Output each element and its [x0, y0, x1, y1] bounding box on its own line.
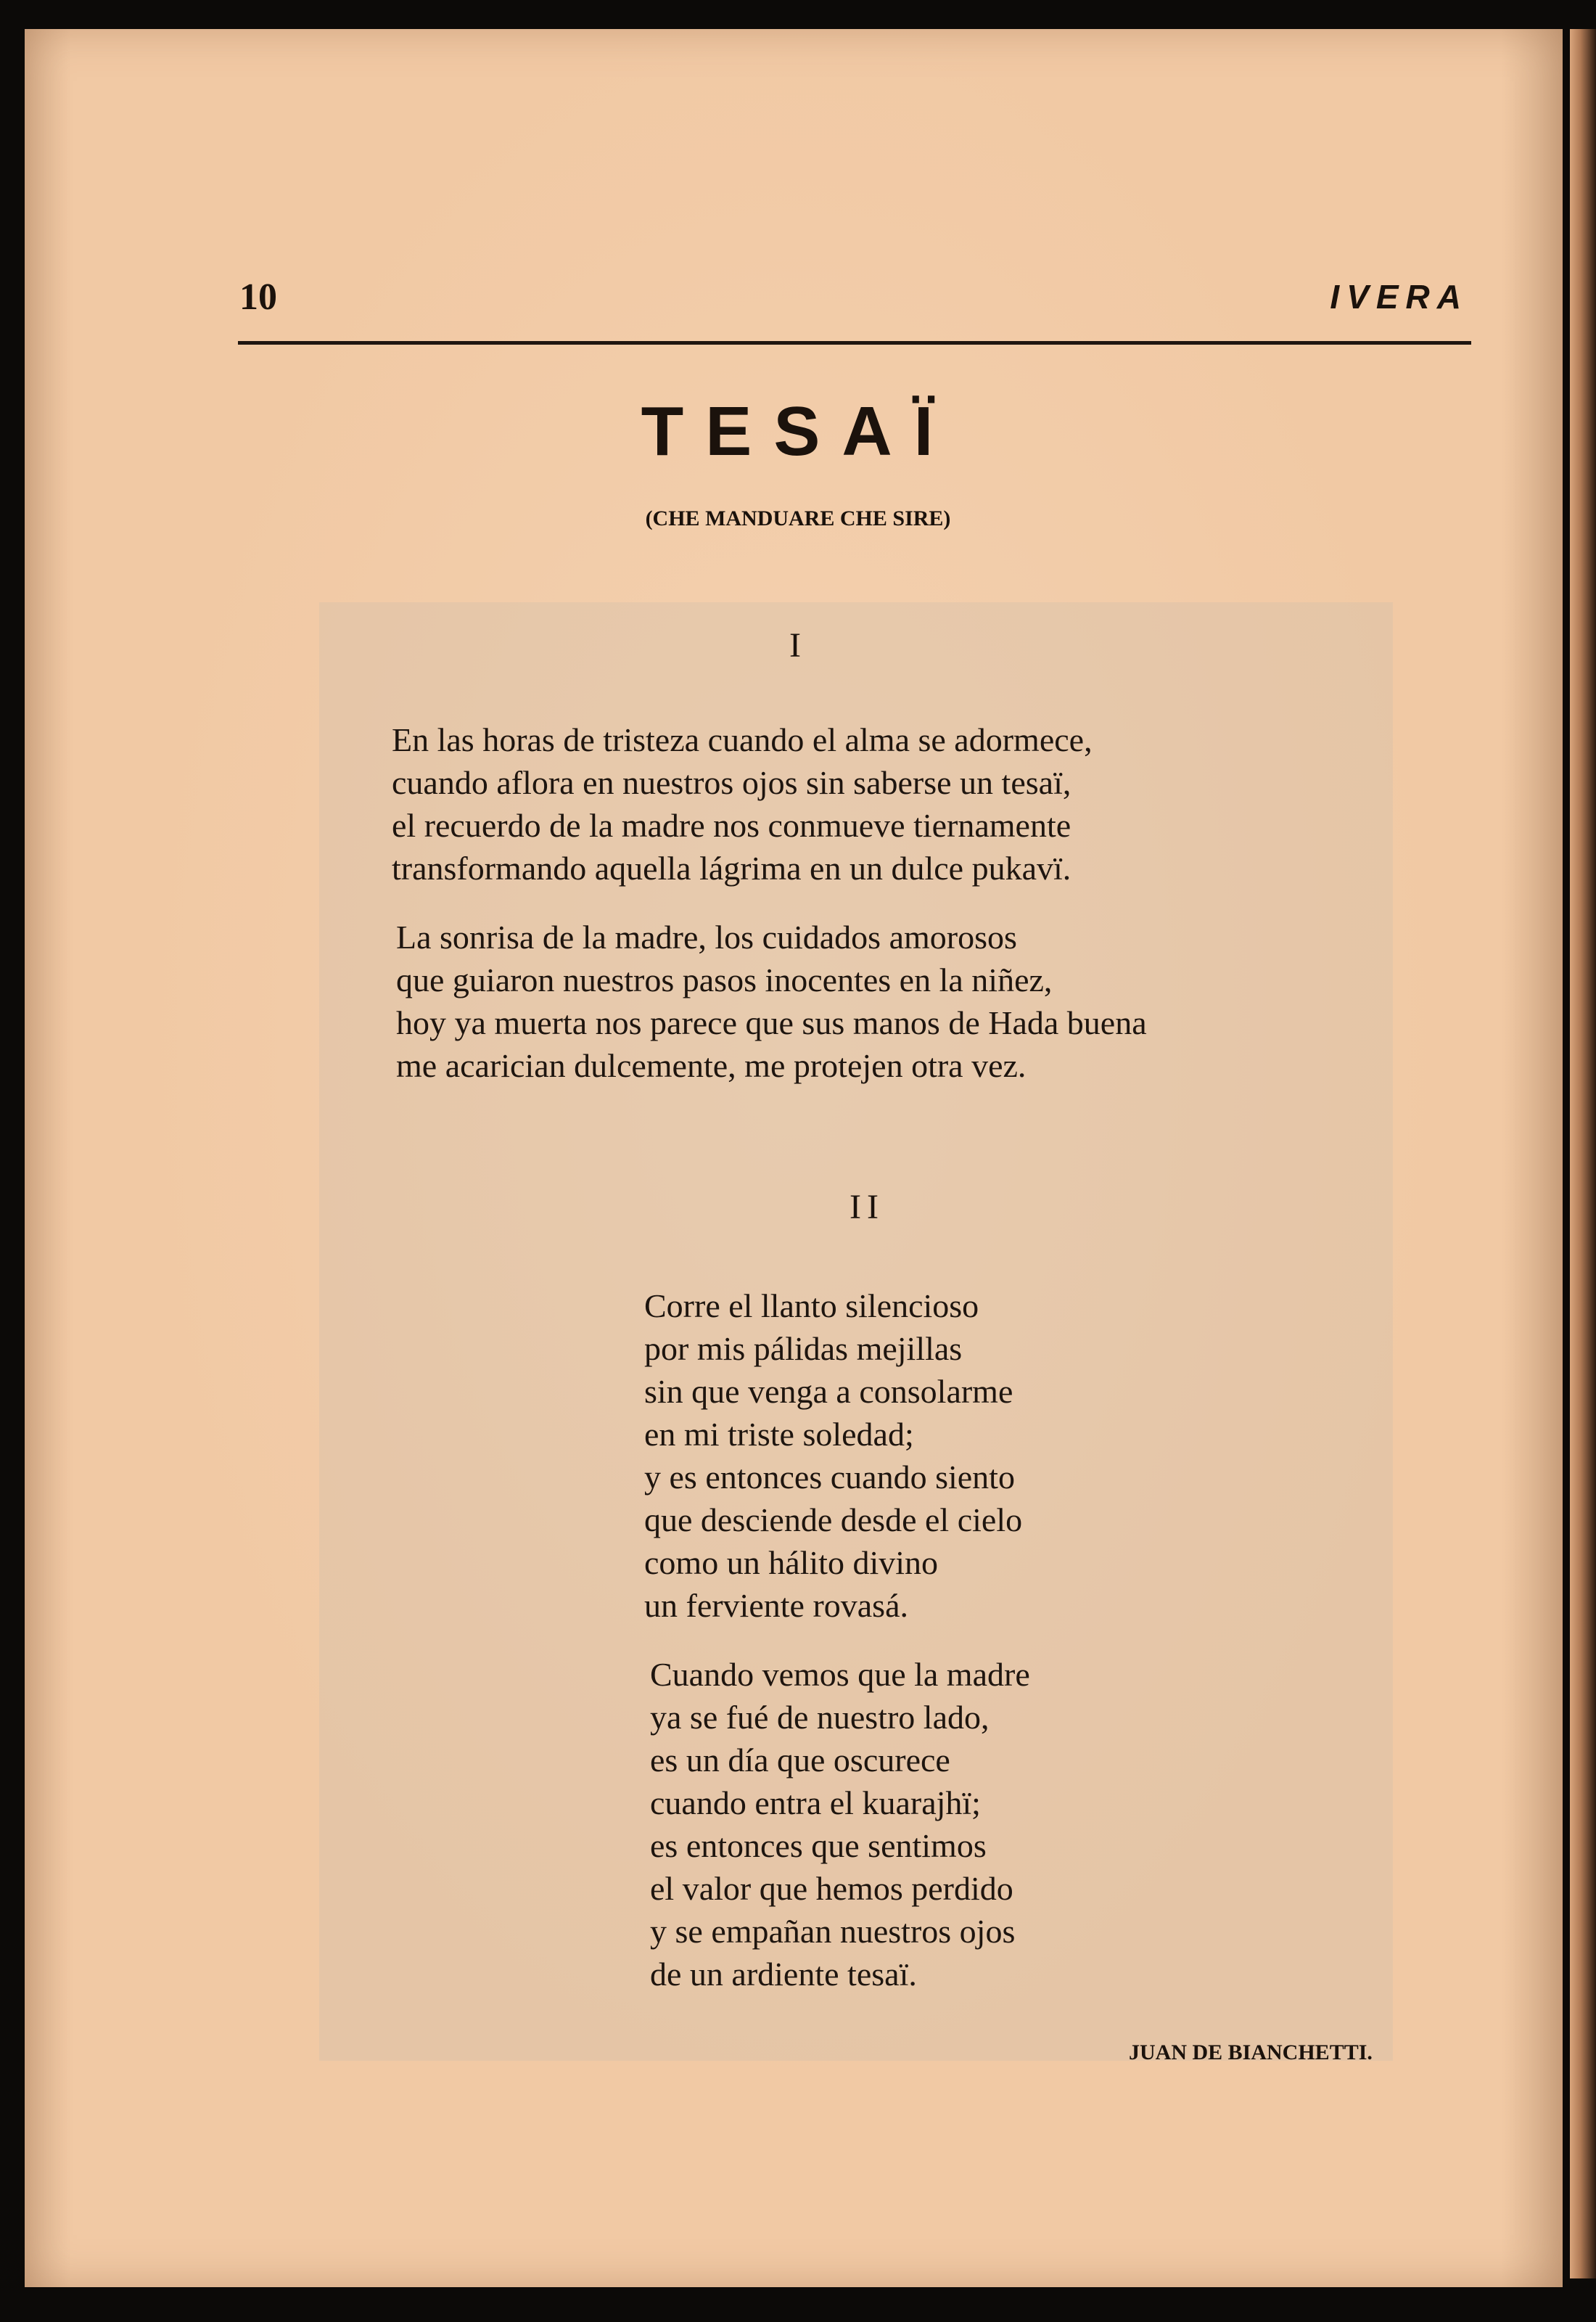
verse-line: el recuerdo de la madre nos conmueve tiernamente [392, 807, 1071, 844]
page-number: 10 [239, 276, 277, 318]
verse-line: Corre el llanto silencioso [644, 1287, 979, 1324]
stanza-3 [644, 1284, 1022, 1627]
verse-line: un ferviente rovasá. [644, 1587, 909, 1624]
running-head: IVERA [1330, 278, 1468, 316]
verse-line: sin que venga a consolarme [644, 1373, 1013, 1410]
verse-line: cuando entra el kuarajhï; [650, 1784, 981, 1821]
stanza-4 [650, 1653, 1030, 1995]
verse-line: Cuando vemos que la madre [650, 1656, 1030, 1693]
header-rule [238, 341, 1471, 345]
verse-line: el valor que hemos perdido [650, 1870, 1013, 1907]
stanza-1 [392, 718, 1093, 890]
poem-title: TESAÏ [641, 393, 955, 470]
verse-line: como un hálito divino [644, 1544, 939, 1581]
verse-line: de un ardiente tesaï. [650, 1956, 917, 1993]
verse-line: y se empañan nuestros ojos [650, 1913, 1016, 1950]
page-edge [1570, 29, 1596, 2278]
verse-line: en mi triste soledad; [644, 1416, 914, 1453]
verse-line: hoy ya muerta nos parece que sus manos de Hada buena [396, 1004, 1147, 1041]
section-numeral-2: II [850, 1188, 884, 1226]
verse-line: que desciende desde el cielo [644, 1501, 1023, 1538]
poem-subtitle: (CHE MANDUARE CHE SIRE) [645, 506, 951, 530]
verse-line: transformando aquella lágrima en un dulce pukavï. [392, 850, 1071, 887]
verse-line: En las horas de tristeza cuando el alma se adormece, [392, 721, 1093, 758]
verse-line: me acarician dulcemente, me protejen otra vez. [396, 1047, 1027, 1084]
verse-line: es un día que oscurece [650, 1742, 950, 1779]
verse-line: y es entonces cuando siento [644, 1459, 1015, 1496]
section-numeral-1: I [789, 626, 807, 665]
verse-line: que guiaron nuestros pasos inocentes en la niñez, [396, 961, 1053, 998]
verse-line: por mis pálidas mejillas [644, 1330, 963, 1367]
verse-line: es entonces que sentimos [650, 1827, 987, 1864]
verse-line: ya se fué de nuestro lado, [650, 1699, 990, 1736]
stanza-2 [396, 916, 1147, 1087]
author-signature: JUAN DE BIANCHETTI. [1129, 2040, 1373, 2064]
verse-line: La sonrisa de la madre, los cuidados amorosos [396, 919, 1017, 956]
verse-line: cuando aflora en nuestros ojos sin saberse un tesaï, [392, 764, 1071, 801]
